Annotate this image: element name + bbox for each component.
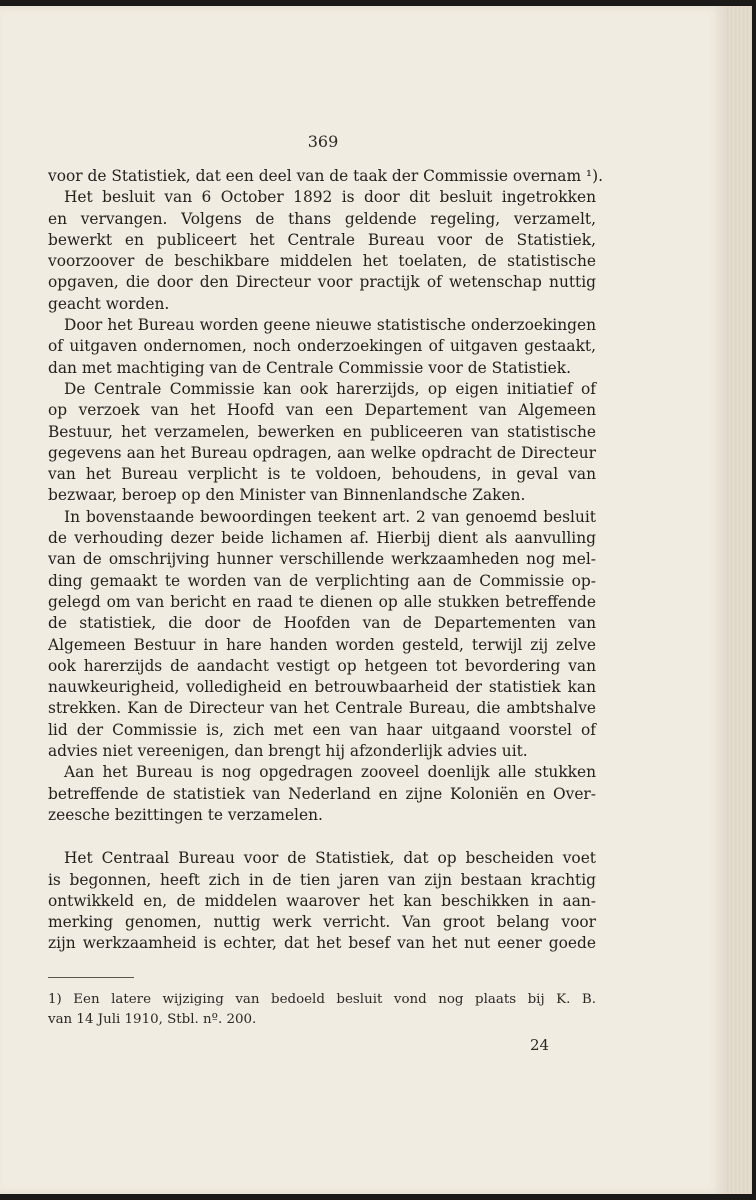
text-line: op verzoek van het Hoofd van een Departement van Algemeen (48, 401, 596, 420)
text-line: gegevens aan het Bureau opdragen, aan welke opdracht de Directeur (48, 443, 596, 462)
text-line: zijn werkzaamheid is echter, dat het besef van het nut eener goede (48, 934, 596, 953)
footnote-rule (48, 977, 134, 978)
text-line: bewerkt en publiceert het Centrale Bureau voor de Statistiek, (48, 230, 596, 249)
text-line: zeesche bezittingen te verzamelen. (48, 805, 323, 824)
text-line: bezwaar, beroep op den Minister van Binnenlandsche Zaken. (48, 486, 526, 505)
text-line: Het besluit van 6 October 1892 is door dit besluit ingetrokken (64, 188, 596, 207)
text-line: Algemeen Bestuur in hare handen worden gesteld, terwijl zij zelve (48, 635, 596, 654)
text-line: ook harerzijds de aandacht vestigt op hetgeen tot bevordering van (48, 656, 596, 675)
signature-mark: 24 (530, 1036, 550, 1054)
text-line: en vervangen. Volgens de thans geldende regeling, verzamelt, (48, 209, 596, 228)
text-block-2 (48, 848, 596, 954)
text-line: De Centrale Commissie kan ook harerzijds, op eigen initiatief of (64, 379, 596, 398)
body-text (48, 166, 604, 955)
text-line: advies niet vereenigen, dan brengt hij afzonderlijk advies uit. (48, 742, 528, 761)
text-line: Aan het Bureau is nog opgedragen zooveel doenlijk alle stukken (64, 763, 596, 782)
page-edge (724, 6, 752, 1194)
text-line: opgaven, die door den Directeur voor practijk of wetenschap nuttig (48, 273, 596, 292)
text-line: merking genomen, nuttig werk verricht. Van groot belang voor (48, 913, 596, 932)
text-line: van het Bureau verplicht is te voldoen, behoudens, in geval van (48, 465, 596, 484)
text-line: strekken. Kan de Directeur van het Centrale Bureau, die ambtshalve (48, 699, 596, 718)
text-line: ding gemaakt te worden van de verplichting aan de Commissie op- (48, 571, 596, 590)
text-line: de statistiek, die door de Hoofden van de Departementen van (48, 614, 596, 633)
footnote-line: van 14 Juli 1910, Stbl. nº. 200. (48, 1011, 257, 1027)
text-line: Door het Bureau worden geene nieuwe statistische onderzoekingen (64, 316, 596, 335)
text-line: of uitgaven ondernomen, noch onderzoekingen of uitgaven gestaakt, (48, 337, 596, 356)
text-line: geacht worden. (48, 294, 170, 313)
page-number: 369 (307, 132, 339, 151)
text-line: de verhouding dezer beide lichamen af. Hierbij dient als aanvulling (48, 529, 596, 548)
text-line: betreffende de statistiek van Nederland en zijne Koloniën en Over- (48, 784, 596, 803)
text-line: van de omschrijving hunner verschillende werkzaamheden nog mel- (48, 550, 596, 569)
text-line: voorzoover de beschikbare middelen het toelaten, de statistische (48, 252, 596, 271)
text-line: ontwikkeld en, de middelen waarover het kan beschikken in aan- (48, 891, 596, 910)
text-line: nauwkeurigheid, volledigheid en betrouwbaarheid der statistiek kan (48, 678, 596, 697)
text-line: is begonnen, heeft zich in de tien jaren van zijn bestaan krachtig (48, 870, 596, 889)
footnote-line: 1) Een latere wijziging van bedoeld besluit vond nog plaats bij K. B. (48, 992, 596, 1007)
text-line: lid der Commissie is, zich met een van haar uitgaand voorstel of (48, 720, 596, 739)
text-line: dan met machtiging van de Centrale Commissie voor de Statistiek. (48, 358, 571, 377)
footnote (48, 990, 596, 1029)
text-block-1 (48, 166, 604, 826)
text-line: gelegd om van bericht en raad te dienen op alle stukken betreffende (48, 592, 596, 611)
text-line: In bovenstaande bewoordingen teekent art. 2 van genoemd besluit (64, 507, 596, 526)
text-line: voor de Statistiek, dat een deel van de taak der Commissie overnam ¹). (48, 167, 604, 185)
section-gap (48, 826, 596, 848)
text-line: Het Centraal Bureau voor de Statistiek, dat op bescheiden voet (64, 849, 596, 868)
book-page (0, 6, 724, 1194)
text-line: Bestuur, het verzamelen, bewerken en publiceeren van statistische (48, 422, 596, 441)
